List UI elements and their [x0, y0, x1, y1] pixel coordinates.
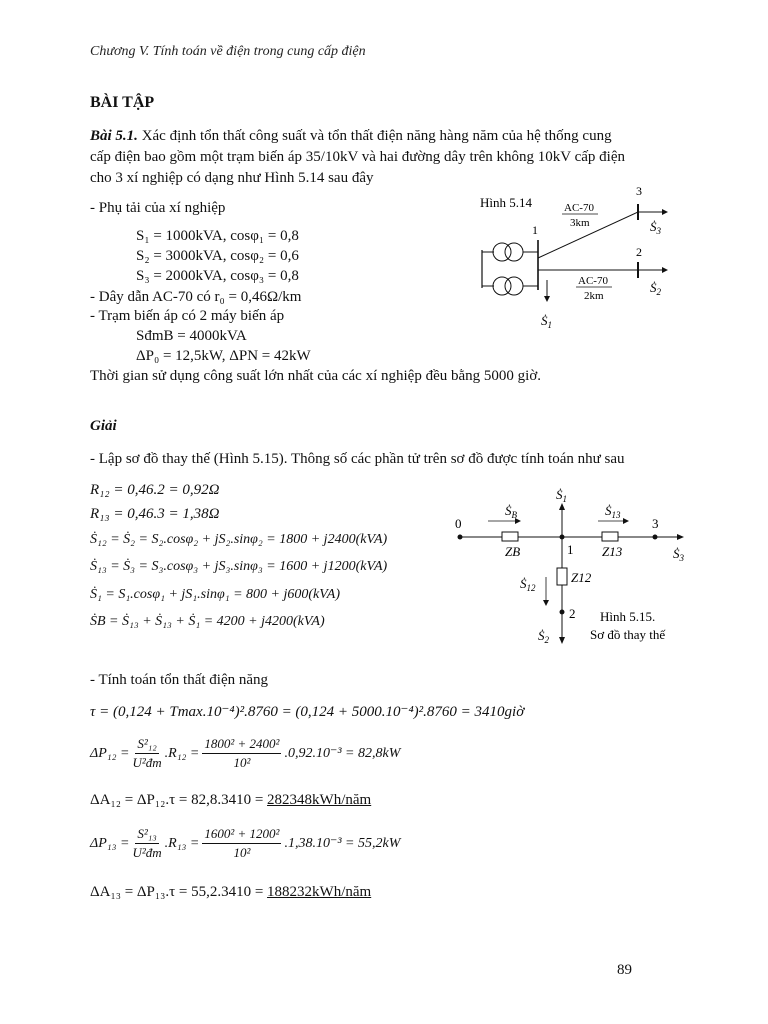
fig515-node-2: 2 — [569, 606, 576, 621]
fig515-node-0: 0 — [455, 516, 462, 531]
fig515-s3-label: Ṡ$_3$ — [673, 546, 684, 563]
load-2: S₂ = 3000kVA, cosφ₂ = 0,6 — [136, 248, 299, 264]
transformer-losses: ΔP₀ = 12,5kW, ΔPN = 42kW — [136, 348, 311, 364]
transformer-1-icon — [493, 243, 523, 261]
fig515-s1-label: Ṡ$_1$ — [556, 487, 567, 504]
solution-step-1: - Lập sơ đồ thay thế (Hình 5.15). Thông số các phần tử trên sơ đồ được tính toán như sau — [90, 451, 625, 467]
solution-heading: Giải — [90, 418, 117, 434]
section-title: BÀI TẬP — [90, 94, 155, 111]
dp12-fraction-1 — [132, 736, 161, 771]
fig514-len-a: 3km — [570, 217, 590, 229]
node-2-dot — [560, 610, 565, 615]
dp13-fraction-2 — [202, 826, 281, 861]
figure-5-14 — [470, 180, 700, 335]
fig514-s3-label: Ṡ$_3$ — [650, 219, 661, 236]
problem-line-2: cấp điện bao gồm một trạm biến áp 35/10kV và hai đường dây trên không 10kV cấp điện — [90, 149, 625, 165]
node-0-dot — [458, 535, 463, 540]
fig514-s2-label: Ṡ$_2$ — [650, 280, 661, 297]
fig514-len-b: 2km — [584, 290, 604, 302]
dp13-mid: .R₁₃ = — [164, 835, 200, 851]
fig515-node-1: 1 — [567, 542, 574, 557]
rated-power: SđmB = 4000kVA — [136, 328, 247, 344]
transformer-2-icon — [493, 277, 523, 295]
dp12-f1-num: S²₁₂ — [135, 736, 158, 754]
fig515-s12-label: Ṡ$_{12}$ — [520, 576, 536, 593]
problem-text-1: Xác định tổn thất công suất và tổn thất điện năng hàng năm của hệ thống cung — [141, 128, 612, 144]
eq-sb: ṠB = Ṡ₁₃ + Ṡ₁₃ + Ṡ₁ = 4200 + j4200(kVA) — [90, 614, 325, 629]
da13-value: 188232kWh/năm — [267, 884, 372, 900]
loads-heading: - Phụ tải của xí nghiệp — [90, 200, 226, 216]
eq-r13: R₁₃ = 0,46.3 = 1,38Ω — [90, 506, 220, 522]
dp13-f1-den: U²đm — [132, 845, 162, 860]
dp12-fraction-2 — [202, 736, 281, 771]
fig514-wire-a: AC-70 — [564, 202, 594, 214]
page-header: Chương V. Tính toán về điện trong cung cấp điện — [90, 44, 366, 59]
fig514-node-3: 3 — [636, 184, 642, 198]
eq-s13: Ṡ₁₃ = Ṡ₃ = S₃.cosφ₃ + jS₃.sinφ₃ = 1600 + j1200(kVA) — [90, 559, 388, 574]
dp12-rhs: .0,92.10⁻³ = 82,8kW — [284, 746, 401, 761]
fig514-wire-b: AC-70 — [578, 275, 608, 287]
da13-text: ΔA₁₃ = ΔP₁₃.τ = 55,2.3410 = — [90, 884, 268, 900]
dp12-f1-den: U²đm — [132, 755, 162, 770]
eq-r12: R₁₂ = 0,46.2 = 0,92Ω — [90, 482, 220, 498]
dp13-rhs: .1,38.10⁻³ = 55,2kW — [284, 836, 401, 851]
problem-line-1 — [90, 126, 612, 147]
line-wire: - Dây dẫn AC-70 có r₀ = 0,46Ω/km — [90, 289, 302, 305]
z13-resistor — [602, 532, 618, 541]
fig515-caption-1: Hình 5.15. — [600, 609, 656, 624]
fig515-z12: Z12 — [571, 570, 592, 585]
fig515-s13-label: Ṡ$_{13}$ — [605, 503, 621, 520]
load-3: S₃ = 2000kVA, cosφ₃ = 0,8 — [136, 268, 299, 284]
solution-step-2: - Tính toán tổn thất điện năng — [90, 672, 269, 688]
da12-text: ΔA₁₂ = ΔP₁₂.τ = 82,8.3410 = — [90, 792, 268, 808]
problem-label: Bài 5.1. — [90, 128, 138, 144]
zb-resistor — [502, 532, 518, 541]
dp13-f2-den: 10² — [233, 845, 251, 860]
transformer-note: - Trạm biến áp có 2 máy biến áp — [90, 308, 285, 324]
time-use: Thời gian sử dụng công suất lớn nhất của các xí nghiệp đều bằng 5000 giờ. — [90, 368, 541, 384]
eq-tau: τ = (0,124 + Tmax.10⁻⁴)².8760 = (0,124 + 5000.10⁻⁴)².8760 = 3410giờ — [90, 704, 525, 720]
dp13-f1-num: S²₁₃ — [135, 826, 158, 844]
fig515-sb-label: Ṡ$_B$ — [505, 503, 517, 520]
dp13-fraction-1 — [132, 826, 161, 861]
dp12-f2-num: 1800² + 2400² — [202, 736, 281, 754]
fig515-node-3: 3 — [652, 516, 659, 531]
fig514-node-2: 2 — [636, 245, 642, 259]
dp12-lhs: ΔP₁₂ = — [90, 745, 130, 761]
dp12-f2-den: 10² — [233, 755, 251, 770]
dp12-mid: .R₁₂ = — [164, 745, 200, 761]
node-3-dot — [653, 535, 658, 540]
load-1: S₁ = 1000kVA, cosφ₁ = 0,8 — [136, 228, 299, 244]
eq-da12 — [90, 792, 371, 809]
dp13-lhs: ΔP₁₃ = — [90, 835, 130, 851]
fig515-s2-label: Ṡ$_2$ — [538, 628, 549, 645]
problem-line-3: cho 3 xí nghiệp có dạng như Hình 5.14 sau đây — [90, 170, 374, 186]
fig515-caption-2: Sơ đồ thay thế — [590, 627, 666, 642]
page-number: 89 — [617, 962, 632, 978]
fig514-caption: Hình 5.14 — [480, 195, 532, 210]
da12-value: 282348kWh/năm — [267, 792, 372, 808]
fig514-s1-label: Ṡ$_1$ — [541, 313, 552, 330]
fig515-z13: Z13 — [602, 544, 623, 559]
eq-s1: Ṡ₁ = S₁.cosφ₁ + jS₁.sinφ₁ = 800 + j600(kVA) — [90, 587, 340, 602]
eq-s12: Ṡ₁₂ = Ṡ₂ = S₂.cosφ₂ + jS₂.sinφ₂ = 1800 + j2400(kVA) — [90, 532, 388, 547]
eq-dp12 — [90, 736, 400, 771]
dp13-f2-num: 1600² + 1200² — [202, 826, 281, 844]
fig515-zb: ZB — [505, 544, 521, 559]
eq-dp13 — [90, 826, 400, 861]
figure-5-15 — [450, 485, 700, 655]
z12-resistor — [557, 568, 567, 585]
fig514-node-1: 1 — [532, 223, 538, 237]
eq-da13 — [90, 884, 371, 901]
